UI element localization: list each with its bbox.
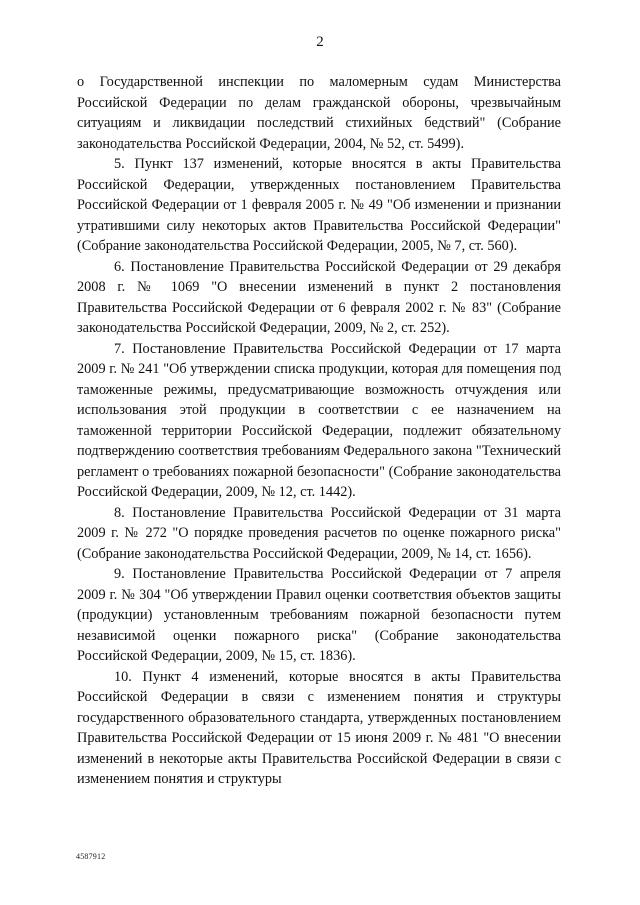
document-code: 4587912 [76,852,106,861]
paragraph-item-5: 5. Пункт 137 изменений, которые вносятся в акты Правительства Российской Федерации, утвержденных постановлением Правительства Российской Федерации от 1 февраля 2005 г. № 49 "Об изменении и признании утратившими силу некоторых актов Правительства Российской Федерации" (Собрание законодательства Российской Федерации, 2005, № 7, ст. 560). [77,156,561,254]
paragraph-item-10: 10. Пункт 4 изменений, которые вносятся в акты Правительства Российской Федерации в связи с изменением понятия и структуры государственного образовательного стандарта, утвержденных постановлением Правительства Российской Федерации от 15 июня 2009 г. № 481 "О внесении изменений в некоторые акты Правительства Российской Федерации в связи с изменением понятия и структуры [77,668,561,787]
paragraph-item-9: 9. Постановление Правительства Российской Федерации от 7 апреля 2009 г. № 304 "Об утверждении Правил оценки соответствия объектов защиты (продукции) установленным требованиям пожарной безопасности путем независимой оценки пожарного риска" (Собрание законодательства Российской Федерации, 2009, № 15, ст. 1836). [77,566,561,664]
page-number: 2 [316,34,324,50]
paragraph-item-6: 6. Постановление Правительства Российской Федерации от 29 декабря 2008 г. № 1069 "О внесении изменений в пункт 2 постановления Правительства Российской Федерации от 6 февраля 2002 г. № 83" (Собрание законодательства Российской Федерации, 2009, № 2, ст. 252). [77,258,561,336]
paragraph-item-8: 8. Постановление Правительства Российской Федерации от 31 марта 2009 г. № 272 "О порядке проведения расчетов по оценке пожарного риска" (Собрание законодательства Российской Федерации, 2009, № 14, ст. 1656). [77,504,561,562]
document-body [77,72,561,790]
paragraph-item-7: 7. Постановление Правительства Российской Федерации от 17 марта 2009 г. № 241 "Об утверждении списка продукции, которая для помещения под таможенные режимы, предусматривающие возможность отчуждения или использования этой продукции в соответствии с ее назначением на таможенной территории Российской Федерации, подлежит обязательному подтверждению соответствия требованиям Федерального закона "Технический регламент о требованиях пожарной безопасности" (Собрание законодательства Российской Федерации, 2009, № 12, ст. 1442). [77,340,561,500]
paragraph-continuation: о Государственной инспекции по маломерным судам Министерства Российской Федерации по делам гражданской обороны, чрезвычайным ситуациям и ликвидации последствий стихийных бедствий" (Собрание законодательства Российской Федерации, 2004, № 52, ст. 5499). [77,74,561,152]
